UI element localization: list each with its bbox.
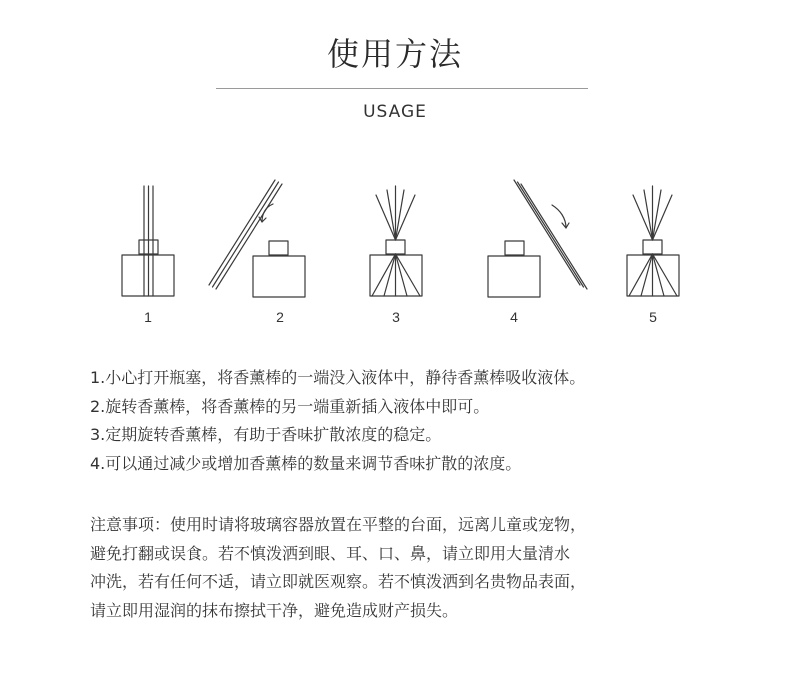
step-number-2: 2 <box>276 309 284 325</box>
page-subtitle: USAGE <box>363 102 427 122</box>
instruction-item: 2.旋转香薰棒，将香薰棒的另一端重新插入液体中即可。 <box>90 396 490 416</box>
instruction-item: 4.可以通过减少或增加香薰棒的数量来调节香味扩散的浓度。 <box>90 453 522 473</box>
reed-diffuser-fanned-sticks-icon <box>370 186 422 296</box>
reed-diffuser-fanned-sticks-icon <box>627 186 679 296</box>
reed-sticks-flip-over-icon <box>209 180 305 297</box>
step-number-3: 3 <box>392 309 400 325</box>
step-number-1: 1 <box>144 309 152 325</box>
instruction-list <box>90 364 730 478</box>
precautions-line: 避免打翻或误食。若不慎泼洒到眼、耳、口、鼻，请立即用大量清水 <box>90 543 571 563</box>
precautions-line: 注意事项：使用时请将玻璃容器放置在平整的台面，远离儿童或宠物， <box>90 515 587 534</box>
reed-diffuser-sticks-in-bottle-icon <box>122 186 174 296</box>
precautions-note <box>90 511 720 625</box>
step-number-5: 5 <box>649 309 657 325</box>
precautions-line: 冲洗，若有任何不适，请立即就医观察。若不慎泼洒到名贵物品表面， <box>90 572 587 591</box>
precautions-line: 请立即用湿润的抹布擦拭干净，避免造成财产损失。 <box>90 600 459 620</box>
title-divider <box>216 88 588 89</box>
page-title: 使用方法 <box>326 35 463 73</box>
instruction-item: 1.小心打开瓶塞，将香薰棒的一端没入液体中，静待香薰棒吸收液体。 <box>90 368 586 387</box>
reed-sticks-rotate-icon <box>488 180 587 297</box>
instruction-item: 3.定期旋转香薰棒，有助于香味扩散浓度的稳定。 <box>90 425 442 444</box>
step-number-4: 4 <box>510 309 518 325</box>
